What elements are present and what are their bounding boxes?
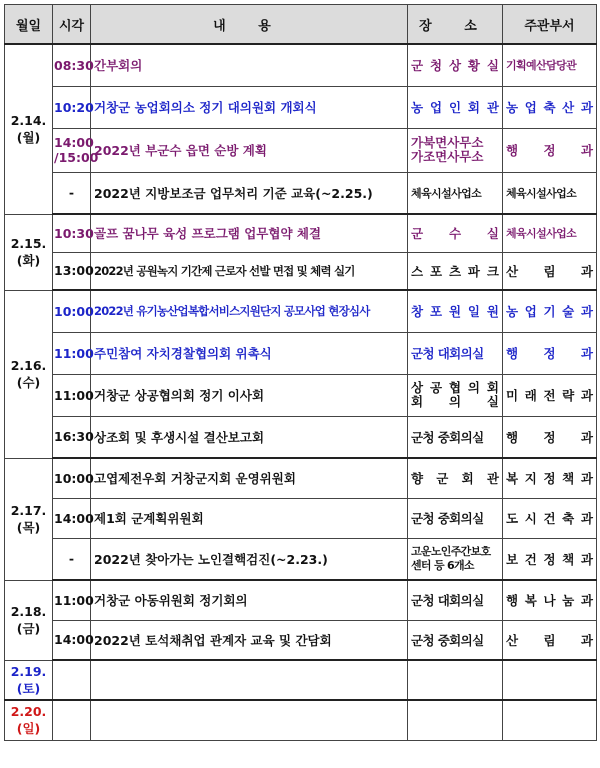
content-cell: 간부회의 [91,44,408,86]
table-row [5,214,597,252]
day-date: 2.14. [10,113,47,129]
dept-cell: 기획예산담당관 [503,44,597,86]
day-cell [5,214,53,290]
header-row [5,5,597,45]
dept-cell: 농 업 축 산 과 [503,86,597,128]
day-weekday: (화) [16,253,41,268]
day-cell [5,700,53,740]
table-row [5,172,597,214]
dept-cell: 행 복 나 눔 과 [503,580,597,620]
dept-cell: 행 정 과 [503,128,597,172]
content-cell: 2022년 지방보조금 업무처리 기준 교육(~2.25.) [91,172,408,214]
content-cell: 거창군 농업회의소 정기 대의원회 개회식 [91,86,408,128]
place-cell: 군청 중회의실 [408,498,503,538]
content-cell: 상조회 및 후생시설 결산보고회 [91,416,408,458]
header-place: 장 소 [408,5,503,45]
time-cell: 08:30 [53,44,91,86]
content-cell: 거창군 아동위원회 정기회의 [91,580,408,620]
time-cell: - [53,172,91,214]
content-cell: 제1회 군계획위원회 [91,498,408,538]
content-cell [91,660,408,700]
day-cell [5,580,53,660]
table-row [5,290,597,332]
table-row [5,416,597,458]
table-row [5,538,597,580]
day-cell [5,660,53,700]
time-cell: 14:00 [53,620,91,660]
time-cell: 11:00 [53,332,91,374]
day-date: 2.16. [10,358,47,373]
place-cell: 체육시설사업소 [408,172,503,214]
dept-cell [503,700,597,740]
table-row [5,700,597,740]
dept-cell: 행 정 과 [503,416,597,458]
place-cell: 군청 중회의실 [408,416,503,458]
place-cell: 스 포 츠 파 크 [408,252,503,290]
dept-cell: 산 림 과 [503,620,597,660]
day-cell [5,458,53,580]
dept-cell: 행 정 과 [503,332,597,374]
header-content: 내 용 [91,5,408,45]
content-cell: 거창군 상공협의회 정기 이사회 [91,374,408,416]
place-cell [408,700,503,740]
place-cell: 농 업 인 회 관 [408,86,503,128]
table-row [5,620,597,660]
content-cell: 2022년 찾아가는 노인결핵검진(~2.23.) [91,538,408,580]
time-cell: - [53,538,91,580]
content-cell: 주민참여 자치경찰협의회 위촉식 [91,332,408,374]
table-row [5,498,597,538]
place-cell: 군청 대회의실 [408,580,503,620]
dept-cell: 체육시설사업소 [503,214,597,252]
time-cell: 10:20 [53,86,91,128]
table-row [5,458,597,498]
place-cell: 군 수 실 [408,214,503,252]
time-cell: 16:30 [53,416,91,458]
time-cell: 11:00 [53,580,91,620]
time-cell: 10:00 [53,458,91,498]
header-time: 시각 [53,5,91,45]
time-cell: 11:00 [53,374,91,416]
day-cell [5,44,53,214]
dept-cell: 농 업 기 술 과 [503,290,597,332]
weekly-schedule-table [4,4,597,741]
day-date: 2.17. [10,503,47,518]
dept-cell: 보 건 정 책 과 [503,538,597,580]
time-cell: 14:00 [53,498,91,538]
place-cell: 군청 중회의실 [408,620,503,660]
table-row [5,580,597,620]
day-weekday: (일) [16,721,41,737]
time-cell: 13:00 [53,252,91,290]
dept-cell: 복 지 정 책 과 [503,458,597,498]
day-date: 2.15. [10,236,47,251]
day-date: 2.18. [10,604,47,619]
dept-cell: 산 림 과 [503,252,597,290]
day-weekday: (목) [16,520,41,535]
day-date: 2.19. [10,663,47,679]
header-dept: 주관부서 [503,5,597,45]
place-cell: 가북면사무소 가조면사무소 [408,128,503,172]
place-cell: 상 공 협 의 회 회 의 실 [408,374,503,416]
content-cell: 2022년 토석채취업 관계자 교육 및 간담회 [91,620,408,660]
dept-cell [503,660,597,700]
content-cell: 골프 꿈나무 육성 프로그램 업무협약 체결 [91,214,408,252]
place-cell: 향 군 회 관 [408,458,503,498]
day-weekday: (수) [16,375,41,390]
dept-cell: 체육시설사업소 [503,172,597,214]
day-weekday: (금) [16,621,41,636]
day-weekday: (월) [16,130,41,146]
place-cell [408,660,503,700]
table-row [5,44,597,86]
time-cell: 10:30 [53,214,91,252]
dept-cell: 도 시 건 축 과 [503,498,597,538]
content-cell: 고엽제전우회 거창군지회 운영위원회 [91,458,408,498]
time-cell [53,660,91,700]
day-weekday: (토) [16,680,41,696]
table-row [5,252,597,290]
day-cell [5,290,53,458]
time-cell [53,700,91,740]
table-row [5,374,597,416]
content-cell [91,700,408,740]
time-cell: 14:00 /15:00 [53,128,91,172]
content-cell: 2022년 부군수 읍면 순방 계획 [91,128,408,172]
place-cell: 군청 대회의실 [408,332,503,374]
day-date: 2.20. [10,704,47,720]
header-date: 월일 [5,5,53,45]
table-row [5,332,597,374]
time-cell: 10:00 [53,290,91,332]
dept-cell: 미 래 전 략 과 [503,374,597,416]
place-cell: 창 포 원 일 원 [408,290,503,332]
content-cell: 2022년 유기농산업복합서비스지원단지 공모사업 현장심사 [91,290,408,332]
table-row [5,86,597,128]
table-row [5,128,597,172]
content-cell: 2022년 공원녹지 기간제 근로자 선발 면접 및 체력 실기 [91,252,408,290]
place-cell: 고운노인주간보호 센터 등 6개소 [408,538,503,580]
table-row [5,660,597,700]
place-cell: 군 청 상 황 실 [408,44,503,86]
